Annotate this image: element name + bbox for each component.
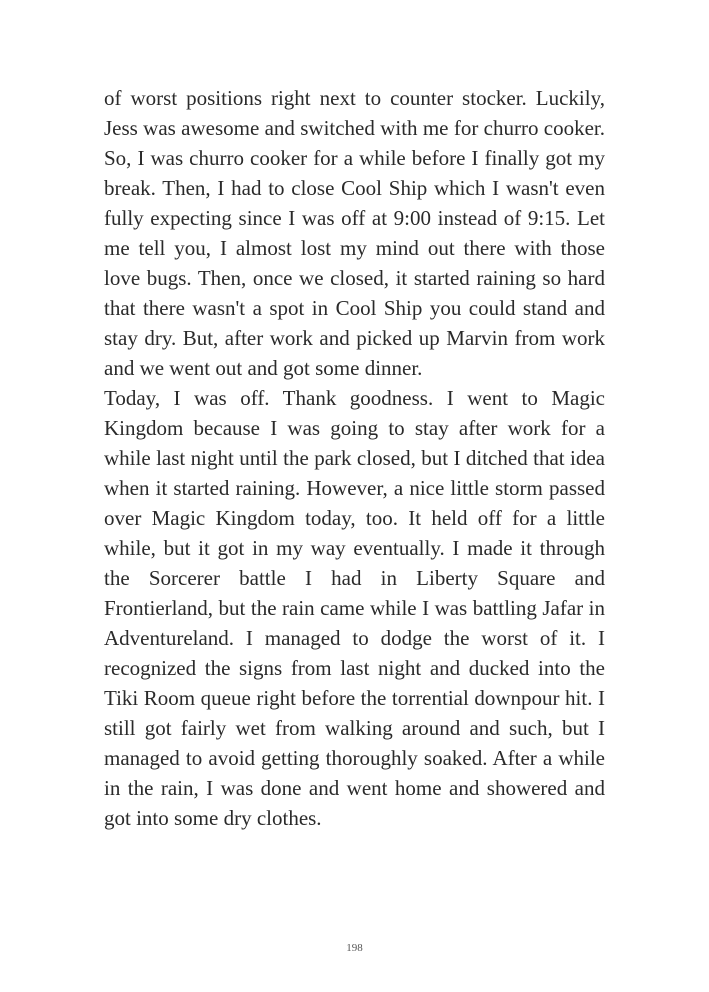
paragraph-2: Today, I was off. Thank goodness. I went to Magic Kingdom because I was going to stay after work for a while last night until the park closed, but I ditched that idea when it started raining. However, a nice little storm passed over Magic Kingdom today, too. It held off for a little while, but it got in my way eventually. I made it through the Sorcerer battle I had in Liberty Square and Frontierland, but the rain came while I was battling Jafar in Adventureland. I managed to dodge the worst of it. I recognized the signs from last night and ducked into the Tiki Room queue right before the torrential downpour hit. I still got fairly wet from walking around and such, but I managed to avoid getting thoroughly soaked. After a while in the rain, I was done and went home and showered and got into some dry clothes. (104, 386, 605, 830)
body-text (104, 83, 605, 833)
paragraph-1: of worst positions right next to counter stocker. Luckily, Jess was awesome and switched with me for churro cooker. So, I was churro cooker for a while before I finally got my break. Then, I had to close Cool Ship which I wasn't even fully expecting since I was off at 9:00 instead of 9:15. Let me tell you, I almost lost my mind out there with those love bugs. Then, once we closed, it started raining so hard that there wasn't a spot in Cool Ship you could stand and stay dry. But, after work and picked up Marvin from work and we went out and got some dinner. (104, 86, 605, 380)
page-number: 198 (346, 942, 363, 954)
